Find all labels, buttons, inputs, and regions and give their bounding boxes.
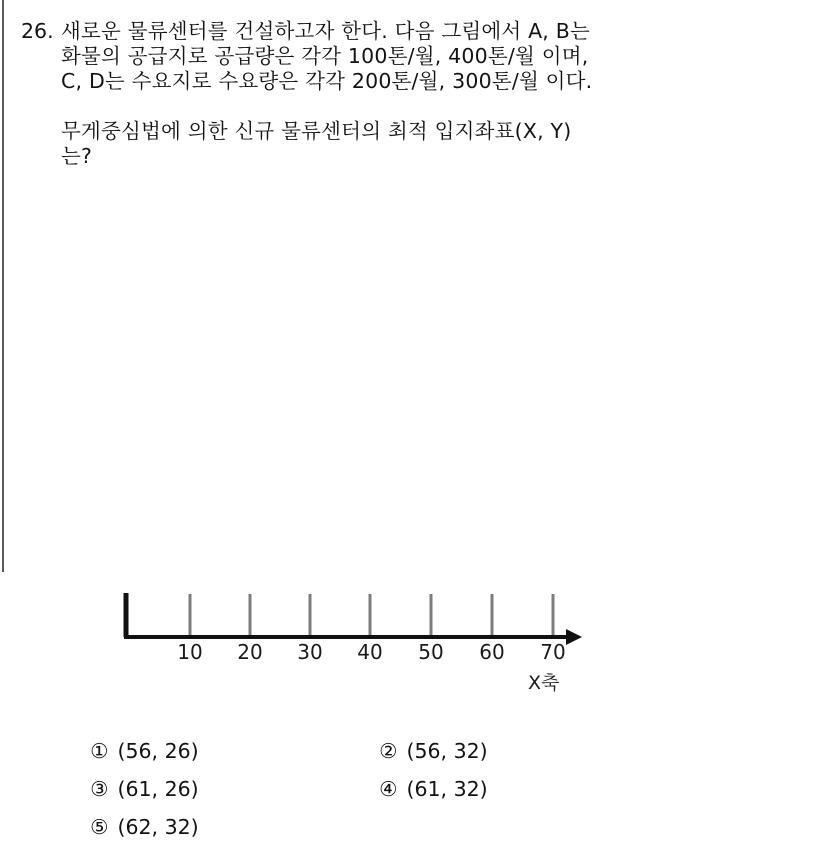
question-number: 26. (21, 19, 54, 43)
choice-4-text: (61, 32) (406, 777, 488, 801)
question-line-3: C, D는 수요지로 수요량은 각각 200톤/월, 300톤/월 이다. (61, 69, 593, 93)
question-line-2: 화물의 공급지로 공급량은 각각 100톤/월, 400톤/월 이며, (61, 44, 589, 68)
choice-2-marker: ② (379, 739, 398, 763)
choice-3-marker: ③ (90, 777, 109, 801)
choice-5[interactable] (64, 788, 199, 866)
axis-chart-svg (0, 560, 826, 710)
choice-3-text: (61, 26) (117, 777, 199, 801)
choice-1-text: (56, 26) (117, 739, 199, 763)
xtick-label-50: 50 (418, 640, 444, 664)
choice-5-text: (62, 32) (117, 815, 199, 839)
choice-5-marker: ⑤ (90, 815, 109, 839)
page-edge-rule (2, 0, 4, 572)
choice-2-text: (56, 32) (406, 739, 488, 763)
xtick-label-20: 20 (237, 640, 263, 664)
choice-4-marker: ④ (379, 777, 398, 801)
choice-1-marker: ① (90, 739, 109, 763)
arrow-right-icon (566, 629, 582, 645)
choice-4[interactable] (353, 750, 488, 828)
question-line-1: 새로운 물류센터를 건설하고자 한다. 다음 그림에서 A, B는 (61, 19, 590, 43)
xtick-label-10: 10 (177, 640, 203, 664)
question-line-4: 무게중심법에 의한 신규 물류센터의 최적 입지좌표(X, Y) (61, 119, 572, 143)
xtick-label-60: 60 (479, 640, 505, 664)
question-line-5: 는? (61, 144, 93, 168)
axis-figure (0, 560, 826, 710)
xtick-label-30: 30 (297, 640, 323, 664)
xtick-label-40: 40 (357, 640, 383, 664)
xtick-label-70: 70 (540, 640, 566, 664)
x-axis-caption: X축 (528, 672, 560, 694)
gridline-group (190, 594, 553, 637)
